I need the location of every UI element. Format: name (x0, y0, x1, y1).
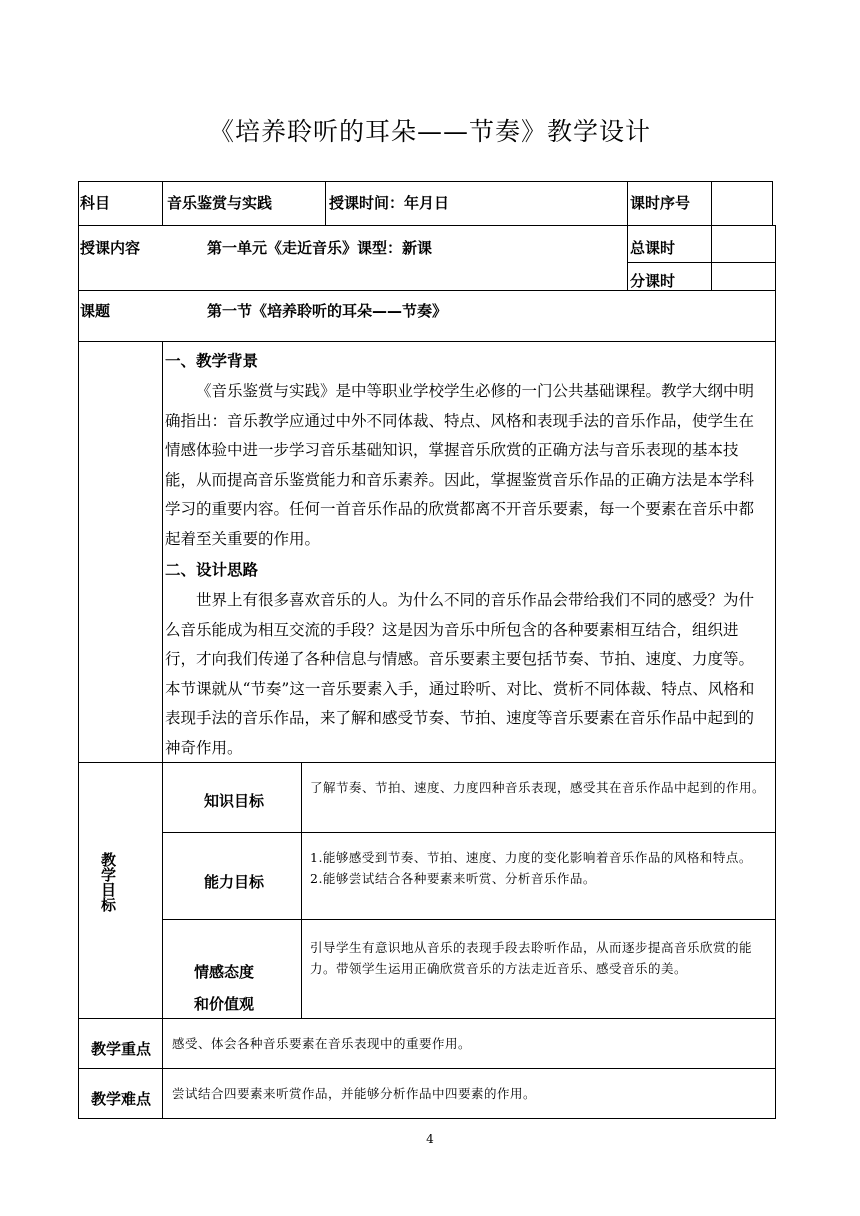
content-label: 授课内容 (80, 239, 141, 257)
emotion-objective-text: 引导学生有意识地从音乐的表现手段去聆听作品，从而逐步提高音乐欣赏的能力。带领学生运用正确欣赏音乐的方法走近音乐、感受音乐的美。 (310, 940, 753, 976)
background-text: 《音乐鉴赏与实践》是中等职业学校学生必修的一门公共基础课程。教学大纲中明确指出：音乐教学应通过中外不同体裁、特点、风格和表现手法的音乐作品，使学生在情感体验中进一步学习音乐基础知识，掌握音乐欣赏的正确方法与音乐表现的基本技能，从而提高音乐鉴赏能力和音乐素养。因此，掌握鉴赏音乐作品的正确方法是本学科学习的重要内容。任何一首音乐作品的欣赏都离不开音乐要素，每一个要素在音乐中都起着至关重要的作用。 (165, 382, 755, 548)
topic-value: 第一节《培养聆听的耳朵——节奏》 (207, 302, 448, 320)
content-value: 第一单元《走近音乐》课型：新课 (207, 239, 433, 257)
key-points-label: 教学重点 (91, 1040, 152, 1058)
ability-item-2: 2.能够尝试结合各种要素来听赏、分析音乐作品。 (310, 871, 596, 886)
main-content (165, 349, 769, 763)
design-text: 世界上有很多喜欢音乐的人。为什么不同的音乐作品会带给我们不同的感受？为什么音乐能成为相互交流的手段？这是因为音乐中所包含的各种要素相互结合，组织进行，才向我们传递了各种信息与情感。音乐要素主要包括节奏、节拍、速度、力度等。本节课就从“节奏”这一音乐要素入手，通过聆听、对比、赏析不同体裁、特点、风格和表现手法的音乐作品，来了解和感受节奏、节拍、速度等音乐要素在音乐作品中起到的神奇作用。 (165, 591, 755, 757)
objectives-label: 教学目标 (99, 852, 117, 912)
page-number: 4 (426, 1132, 434, 1146)
emotion-label-line-1: 情感态度 (194, 963, 255, 981)
difficulties-text: 尝试结合四要素来听赏作品，并能够分析作品中四要素的作用。 (172, 1086, 537, 1101)
design-heading: 二、设计思路 (165, 561, 259, 579)
key-points-text: 感受、体会各种音乐要素在音乐表现中的重要作用。 (172, 1036, 472, 1051)
background-heading: 一、教学背景 (165, 352, 259, 370)
total-hours-label: 总课时 (630, 239, 676, 257)
subject-label: 科目 (80, 194, 111, 212)
difficulties-label: 教学难点 (91, 1090, 152, 1108)
sub-hours-label: 分课时 (630, 272, 676, 290)
knowledge-objective-text: 了解节奏、节拍、速度、力度四种音乐表现，感受其在音乐作品中起到的作用。 (310, 780, 766, 795)
topic-label: 课题 (80, 302, 111, 320)
lesson-time-label: 授课时间：年月日 (329, 194, 450, 212)
ability-objective-text (310, 847, 768, 889)
lesson-sequence-label: 课时序号 (630, 194, 691, 212)
knowledge-objective-label: 知识目标 (204, 792, 265, 810)
ability-item-1: 1.能够感受到节奏、节拍、速度、力度的变化影响着音乐作品的风格和特点。 (310, 850, 752, 865)
ability-objective-label: 能力目标 (204, 873, 265, 891)
emotion-objective-label (194, 956, 254, 1020)
emotion-label-line-2: 和价值观 (194, 995, 255, 1013)
subject-value: 音乐鉴赏与实践 (167, 194, 273, 212)
document-title: 《培养聆听的耳朵——节奏》教学设计 (208, 117, 651, 146)
